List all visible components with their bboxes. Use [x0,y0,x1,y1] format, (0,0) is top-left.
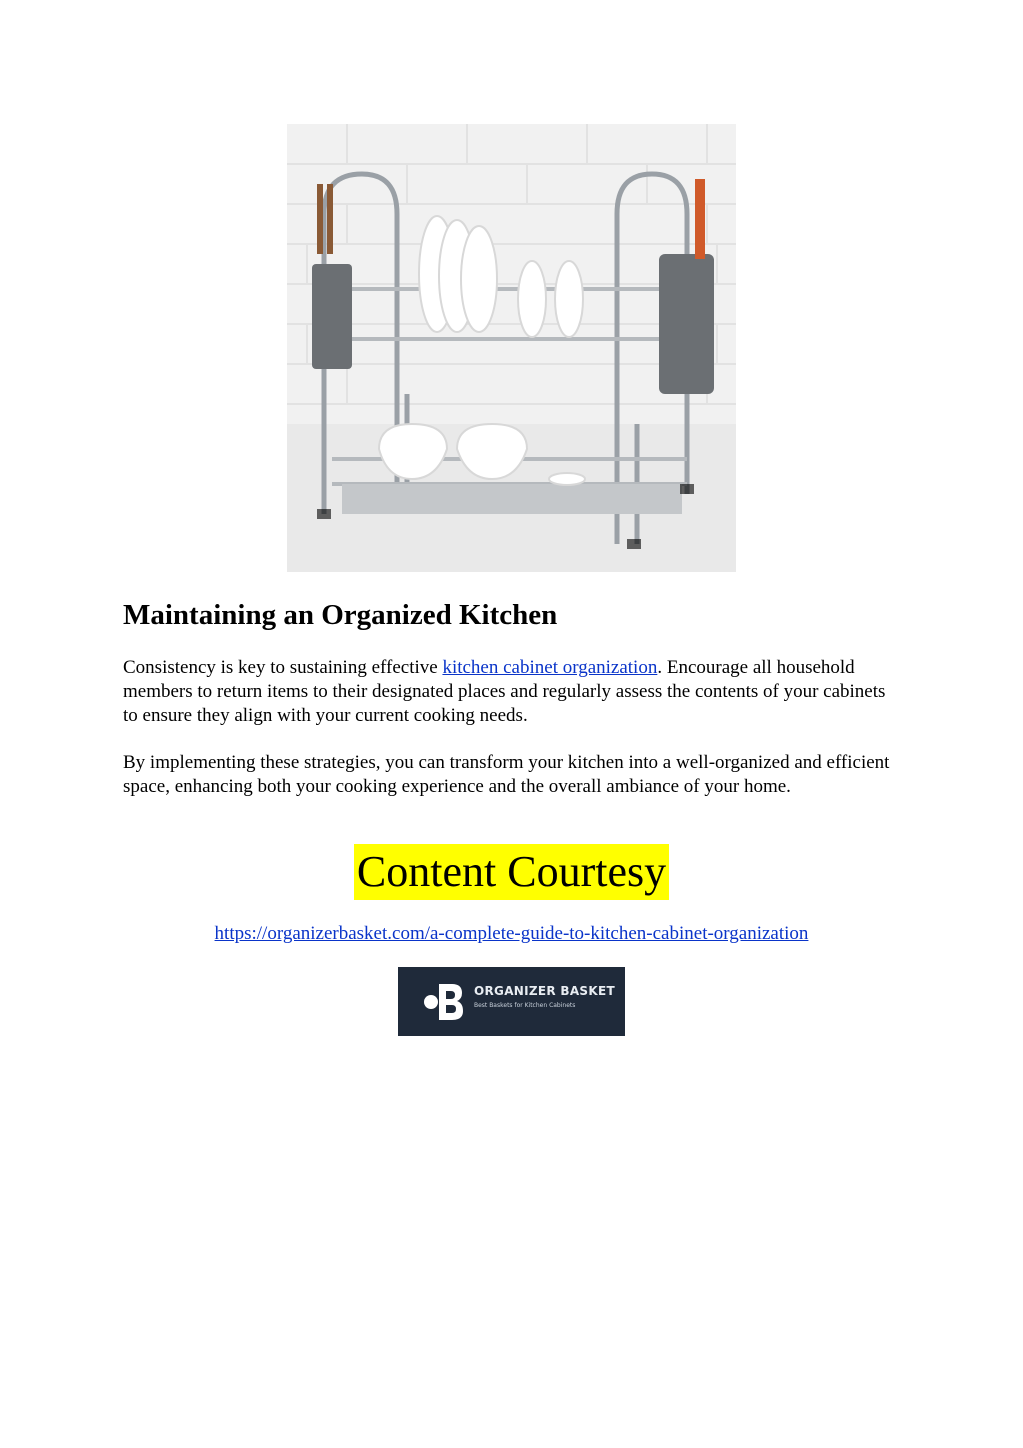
paragraph-text-start: Consistency is key to sustaining effective [123,657,443,678]
content-courtesy-block [0,844,1023,900]
ob-logo-icon [424,982,464,1022]
source-url-block [0,922,1023,946]
source-url-link[interactable]: https://organizerbasket.com/a-complete-guide-to-kitchen-cabinet-organization [214,923,809,944]
paragraph-text-end: . Encourage all household members to return items to their designated places and regularly assess the contents of your cabinets to ensure they align with your current cooking needs. [123,657,886,726]
content-courtesy-heading: Content Courtesy [354,844,669,900]
strategies-paragraph: By implementing these strategies, you can transform your kitchen into a well-organized and efficient space, enhancing both your cooking experience and the overall ambiance of your home. [123,752,890,797]
consistency-paragraph [123,656,903,728]
kitchen-cabinet-organization-link[interactable]: kitchen cabinet organization [442,657,658,678]
organizer-basket-logo[interactable] [398,967,625,1036]
dish-rack-photo [287,124,736,572]
logo-title: ORGANIZER BASKET [474,984,615,998]
section-heading: Maintaining an Organized Kitchen [123,599,558,631]
logo-subtitle: Best Baskets for Kitchen Cabinets [474,1002,576,1009]
